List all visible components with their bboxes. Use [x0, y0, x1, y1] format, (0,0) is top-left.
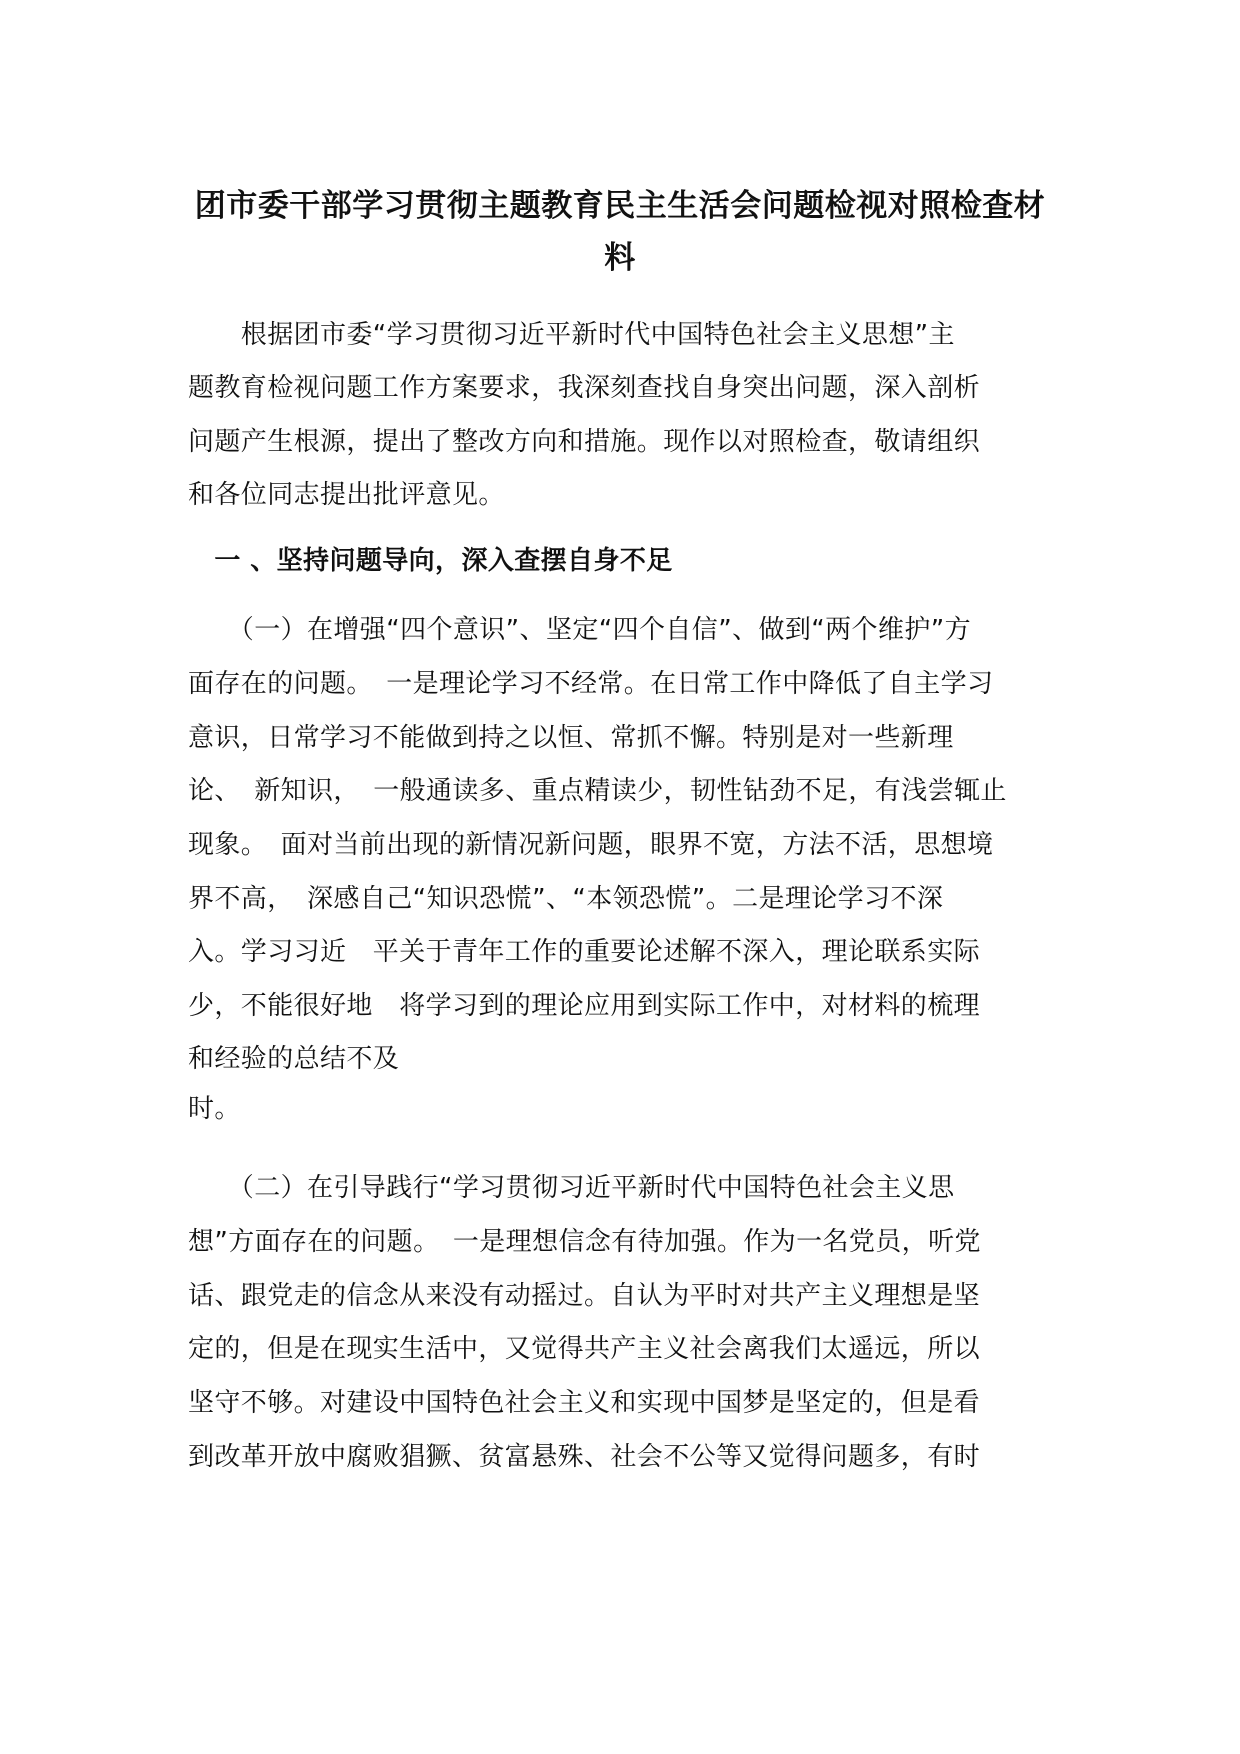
- paragraph-line: 界不高， 深感自己“知识恐慌”、“本领恐慌”。二是理论学习不深: [188, 884, 944, 914]
- paragraph-line: 和经验的总结不及: [188, 1044, 400, 1074]
- paragraph-line: （一）在增强“四个意识”、坚定“四个自信”、做到“两个维护”方: [188, 615, 972, 645]
- document-title: 团市委干部学习贯彻主题教育民主生活会问题检视对照检查材料: [194, 188, 1046, 276]
- paragraph-line: 论、 新知识， 一般通读多、重点精读少，韧性钻劲不足，有浅尝辄止: [188, 776, 1007, 806]
- paragraph-line: 和各位同志提出批评意见。: [188, 480, 505, 510]
- paragraph-line: （二）在引导践行“学习贯彻习近平新时代中国特色社会主义思: [188, 1173, 955, 1203]
- paragraph-line: 根据团市委“学习贯彻习近平新时代中国特色社会主义思想”主: [188, 320, 955, 350]
- paragraph-line: 意识，日常学习不能做到持之以恒、常抓不懈。特别是对一些新理: [188, 723, 954, 753]
- paragraph-line: 入。学习习近 平关于青年工作的重要论述解不深入，理论联系实际: [188, 937, 981, 967]
- paragraph-line: 现象。 面对当前出现的新情况新问题，眼界不宽，方法不活，思想境: [188, 830, 994, 860]
- paragraph-line: 问题产生根源，提出了整改方向和措施。现作以对照检查，敬请组织: [188, 427, 981, 457]
- paragraph-line: 定的，但是在现实生活中，又觉得共产主义社会离我们太遥远，所以: [188, 1334, 981, 1364]
- paragraph-line: 少，不能很好地 将学习到的理论应用到实际工作中，对材料的梳理: [188, 991, 981, 1021]
- paragraph-line: 题教育检视问题工作方案要求，我深刻查找自身突出问题，深入剖析: [188, 373, 981, 403]
- paragraph-line: 想”方面存在的问题。 一是理想信念有待加强。作为一名党员，听党: [188, 1227, 981, 1257]
- paragraph-line: 面存在的问题。 一是理论学习不经常。在日常工作中降低了自主学习: [188, 669, 994, 699]
- paragraph-line: 到改革开放中腐败猖獗、贫富悬殊、社会不公等又觉得问题多，有时: [188, 1442, 981, 1472]
- paragraph-line: 话、跟党走的信念从来没有动摇过。自认为平时对共产主义理想是坚: [188, 1281, 981, 1311]
- paragraph-line: 坚守不够。对建设中国特色社会主义和实现中国梦是坚定的，但是看: [188, 1388, 981, 1418]
- section-heading: 一 、坚持问题导向，深入查摆自身不足: [188, 546, 673, 576]
- paragraph-line: 时。: [188, 1094, 241, 1124]
